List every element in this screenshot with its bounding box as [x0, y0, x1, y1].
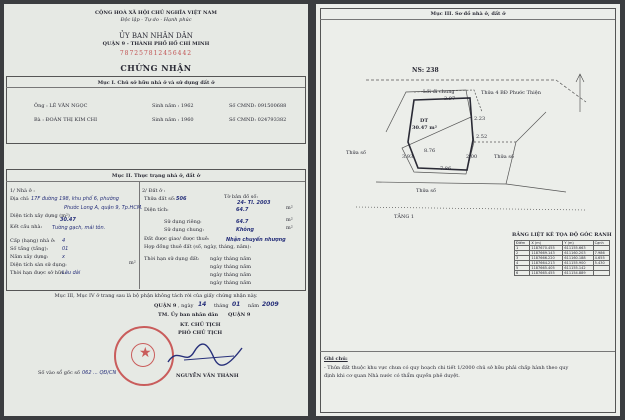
- ns-label: NS: 238: [412, 67, 439, 74]
- table-row: [515, 271, 610, 276]
- table-cell: 5.430: [593, 261, 609, 266]
- dimension-inner: 8.76: [424, 148, 436, 154]
- address-line-2: Phước Long A, quận 9, Tp.HCM.: [64, 205, 143, 211]
- blank-date-1: ngày tháng năm: [210, 264, 251, 270]
- table-header: X (m): [530, 241, 563, 246]
- owner-2-id: Số CMND: 024793382: [229, 117, 287, 123]
- registry-value: 062 ... QĐ/CN: [82, 370, 117, 376]
- behalf-line-2: QUẬN 9: [228, 312, 251, 318]
- land-origin-value: Nhận chuyển nhượng: [226, 237, 286, 243]
- table-cell: [593, 271, 609, 276]
- sign-year-label: năm: [248, 303, 259, 309]
- coordinate-table-title: BẢNG LIỆT KÊ TỌA ĐỘ GÓC RANH: [512, 232, 612, 238]
- dimension-top: 3.97: [444, 96, 456, 102]
- section-3-note: Mục III, Mục IV ở trang sau là bộ phận không tách rời của giấy chứng nhận này.: [54, 293, 258, 299]
- blank-date-3: ngày tháng năm: [210, 280, 251, 286]
- table-cell: 1187664.213: [530, 261, 563, 266]
- table-cell: 1187669.143: [530, 251, 563, 256]
- table-cell: 1187665.405: [530, 266, 563, 271]
- sign-month: 01: [232, 301, 241, 308]
- parcel-label: Thửa đất số:: [144, 196, 176, 202]
- parcel-value: 506: [176, 196, 187, 202]
- stories-label: Số tầng (tầng):: [10, 246, 49, 252]
- registry-number: Số vào sổ gốc số: [38, 370, 80, 376]
- map-sheet-value: 24- Tl. 2003: [237, 200, 271, 206]
- kt-chairman: KT. CHỦ TỊCH: [180, 322, 221, 328]
- owner-1-id: Số CMND: 091500688: [229, 103, 287, 109]
- sign-year: 2009: [262, 301, 279, 308]
- table-cell: 4: [515, 261, 530, 266]
- owner-2-name: Bà : ĐOÀN THỊ KIM CHI: [34, 117, 98, 123]
- grade-label: Cấp (hạng) nhà ở:: [10, 238, 56, 244]
- adjacent-parcel-label: Thửa 4 BĐ Phước Thiện: [481, 90, 541, 96]
- dimension-left: 3.93: [402, 154, 414, 160]
- divider: [320, 19, 615, 20]
- land-area-label: Diện tích:: [144, 207, 169, 213]
- issuer-district: QUẬN 9 - THÀNH PHỐ HỒ CHÍ MINH: [102, 41, 210, 47]
- table-header: Cạnh: [593, 241, 609, 246]
- private-use-unit: m²: [286, 217, 293, 223]
- land-term-date: ngày tháng năm: [210, 256, 251, 262]
- stories-value: 01: [62, 246, 69, 252]
- address-label: Địa chỉ:: [10, 196, 30, 202]
- dimension-right-1: 2.23: [474, 116, 486, 122]
- road-label: Lối đi chung: [423, 89, 455, 95]
- private-use-label: Sử dụng riêng:: [164, 219, 202, 225]
- coordinate-table: [514, 240, 610, 276]
- serial-number: 787257812456442: [119, 50, 193, 57]
- grade-value: 4: [62, 238, 66, 244]
- national-slogan: Độc lập - Tự do - Hạnh phúc: [120, 17, 192, 23]
- land-area-unit: m²: [286, 205, 293, 211]
- divider: [6, 87, 305, 88]
- sign-month-label: tháng: [214, 303, 229, 309]
- note-line-1: - Thửa đất thuộc khu vực chưa có quy hoạch chi tiết 1/2000 chủ sở hữu phải chấp hành theo quy: [324, 365, 569, 371]
- certificate-back-page: [316, 4, 620, 416]
- dimension-right-3: 2.00: [466, 154, 478, 160]
- land-heading: 2/ Đất ở :: [142, 188, 166, 194]
- table-cell: 3: [515, 256, 530, 261]
- divider: [139, 182, 140, 289]
- table-cell: 1187665.455: [530, 271, 563, 276]
- map-sheet-label: Tờ bản đồ số:: [224, 194, 259, 200]
- certificate-title: CHỨNG NHẬN: [120, 63, 192, 73]
- note-heading: Ghi chú:: [324, 356, 348, 362]
- year-value: x: [62, 254, 65, 260]
- year-label: Năm xây dựng:: [10, 254, 49, 260]
- note-line-2: định khi cơ quan Nhà nước có thẩm quyền phê duyệt.: [324, 373, 460, 379]
- land-term-label: Thời hạn sử dụng đất:: [144, 256, 200, 262]
- usable-area-label: Diện tích sàn sử dụng:: [10, 262, 67, 268]
- table-cell: 611160.203: [563, 251, 593, 256]
- sign-day-label: , ngày: [178, 303, 194, 309]
- table-cell: 611155.663: [563, 246, 593, 251]
- table-cell: 7.986: [593, 251, 609, 256]
- table-cell: 6: [515, 271, 530, 276]
- table-cell: 5: [515, 266, 530, 271]
- section-1-heading: Mục I. Chủ sở hữu nhà ở và sử dụng đất ở: [97, 80, 215, 86]
- owner-2-birth: Sinh năm : 1960: [152, 117, 194, 123]
- ownership-term-label: Thời hạn được sở hữu:: [10, 270, 67, 276]
- table-cell: 611160.188: [563, 256, 593, 261]
- adjacent-plot-south: Thửa số: [416, 188, 436, 194]
- behalf-line-1: TM. Ủy ban nhân dân: [158, 312, 219, 318]
- star-icon: ★: [139, 345, 152, 361]
- site-plan-diagram: [356, 72, 596, 222]
- vice-chairman: PHÓ CHỦ TỊCH: [178, 330, 223, 336]
- table-cell: 1: [515, 246, 530, 251]
- structure-value: Tường gạch, mái tôn.: [52, 225, 106, 231]
- dimension-bottom: 7.86: [440, 166, 452, 172]
- adjacent-plot-west: Thửa số: [346, 150, 366, 156]
- divider: [320, 351, 615, 352]
- shared-use-unit: m²: [286, 225, 293, 231]
- private-use-value: 64.7: [236, 219, 249, 225]
- area-value: 30.47: [60, 217, 76, 223]
- section-3-heading: Mục III. Sơ đồ nhà ở, đất ở: [430, 11, 506, 17]
- table-cell: 611154.889: [563, 271, 593, 276]
- owner-1-name: Ông : LÊ VĂN NGỌC: [34, 103, 88, 109]
- table-cell: 2: [515, 251, 530, 256]
- shared-use-value: Không: [236, 227, 255, 233]
- ownership-term-value: Lâu dài: [62, 270, 81, 276]
- area-value: 30.47 m²: [412, 125, 437, 131]
- area-label: DT: [420, 118, 429, 124]
- national-motto: CỘNG HOÀ XÃ HỘI CHỦ NGHĨA VIỆT NAM: [95, 10, 217, 16]
- handwritten-signature: [164, 340, 254, 370]
- dimension-right-2: 2.52: [476, 134, 488, 140]
- owner-1-birth: Sinh năm : 1962: [152, 103, 194, 109]
- table-header: Y (m): [563, 241, 593, 246]
- area-label: Diện tích xây dựng (m²): [10, 213, 70, 219]
- land-origin-label: Đất được giao/ được thuê:: [144, 236, 210, 242]
- table-cell: 1187670.455: [530, 246, 563, 251]
- table-cell: 611155.142: [563, 266, 593, 271]
- divider: [6, 181, 305, 182]
- table-cell: 611155.900: [563, 261, 593, 266]
- section-2-heading: Mục II. Thực trạng nhà ở, đất ở: [111, 173, 201, 179]
- sign-day: 14: [198, 301, 207, 308]
- usable-area-unit: m²: [129, 260, 136, 266]
- blank-date-2: ngày tháng năm: [210, 272, 251, 278]
- issuer-name: ỦY BAN NHÂN DÂN: [119, 32, 193, 40]
- structure-label: Kết cấu nhà:: [10, 224, 43, 230]
- table-cell: 1187666.220: [530, 256, 563, 261]
- house-heading: 1/ Nhà ở :: [10, 188, 35, 194]
- floor-label: TẦNG 1: [394, 214, 415, 220]
- table-header: Điểm: [515, 241, 530, 246]
- sign-place: QUẬN 9: [154, 303, 177, 309]
- address-line-1: 17F đường 198, khu phố 6, phường: [31, 196, 119, 202]
- lease-contract-label: Hợp đồng thuê đất (số, ngày, tháng, năm):: [144, 244, 252, 250]
- adjacent-plot-east: Thửa số: [494, 154, 514, 160]
- shared-use-label: Sử dụng chung:: [164, 227, 205, 233]
- land-area-value: 64.7: [236, 207, 249, 213]
- table-cell: 4.655: [593, 256, 609, 261]
- signer-name: NGUYỄN VĂN THÀNH: [176, 373, 239, 379]
- certificate-front-page: [4, 4, 308, 416]
